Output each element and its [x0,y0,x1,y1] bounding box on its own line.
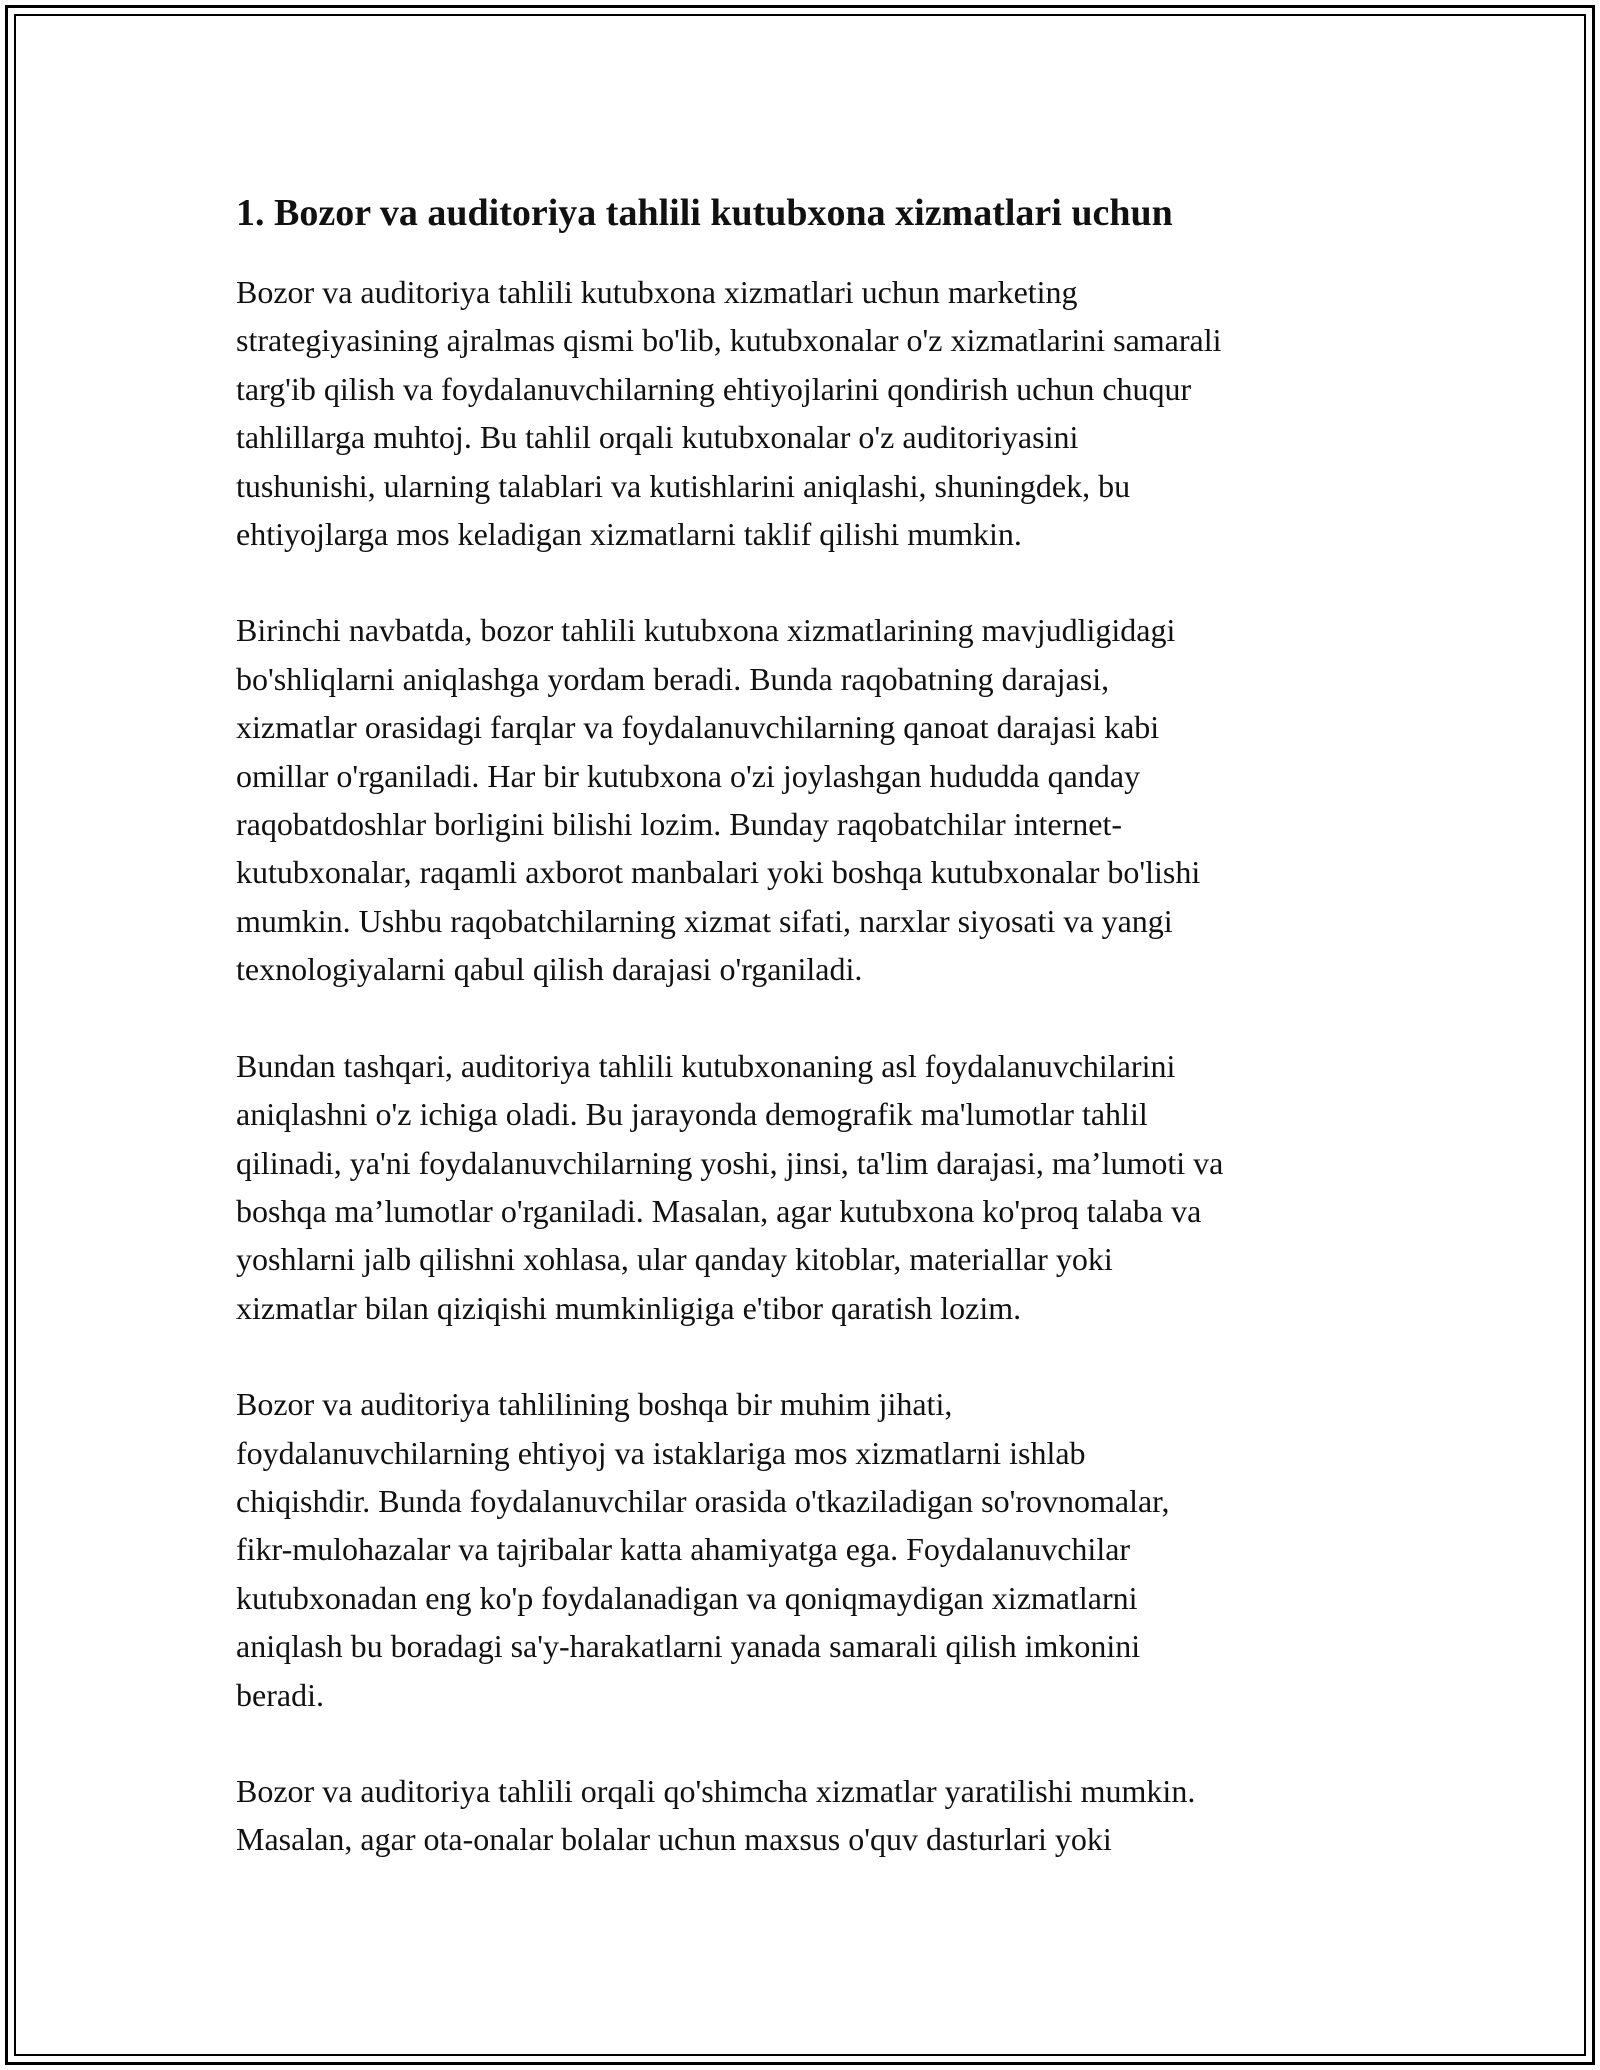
text-line: kutubxonadan eng ko'p foydalanadigan va qoniqmaydigan xizmatlarni [236,1579,1138,1616]
text-line: raqobatdoshlar borligini bilishi lozim. Bunday raqobatchilar internet- [236,806,1122,843]
text-line: Bozor va auditoriya tahlilining boshqa bir muhim jihati, [236,1386,953,1423]
text-line: xizmatlar bilan qiziqishi mumkinligiga e'tibor qaratish lozim. [236,1289,1022,1326]
text-line: omillar o'rganiladi. Har bir kutubxona o'zi joylashgan hududda qanday [236,757,1141,794]
text-line: foydalanuvchilarning ehtiyoj va istaklariga mos xizmatlarni ishlab [236,1434,1086,1471]
text-line: Bundan tashqari, auditoriya tahlili kutubxonaning asl foydalanuvchilarini [236,1047,1176,1084]
text-line: strategiyasining ajralmas qismi bo'lib, kutubxonalar o'z xizmatlarini samarali [236,322,1222,359]
paragraph-1 [236,268,1376,558]
text-line: targ'ib qilish va foydalanuvchilarning ehtiyojlarini qondirish uchun chuqur [236,370,1192,407]
paragraph-3 [236,1042,1376,1332]
text-line: texnologiyalarni qabul qilish darajasi o'rganiladi. [236,951,863,988]
text-line: ehtiyojlarga mos keladigan xizmatlarni taklif qilishi mumkin. [236,516,1022,553]
text-line: tahlillarga muhtoj. Bu tahlil orqali kutubxonalar o'z auditoriyasini [236,419,1079,456]
text-line: Masalan, agar ota-onalar bolalar uchun maxsus o'quv dasturlari yoki [236,1821,1112,1858]
section-heading: 1. Bozor va auditoriya tahlili kutubxona xizmatlari uchun [236,192,1173,234]
paragraph-5 [236,1767,1376,1864]
text-line: mumkin. Ushbu raqobatchilarning xizmat sifati, narxlar siyosati va yangi [236,902,1173,939]
text-line: Birinchi navbatda, bozor tahlili kutubxona xizmatlarining mavjudligidagi [236,612,1176,649]
text-line: qilinadi, ya'ni foydalanuvchilarning yoshi, jinsi, ta'lim darajasi, ma’lumoti va [236,1144,1224,1181]
document-body [236,188,1376,1912]
text-line: yoshlarni jalb qilishni xohlasa, ular qanday kitoblar, materiallar yoki [236,1241,1113,1278]
text-line: aniqlashni o'z ichiga oladi. Bu jarayonda demografik ma'lumotlar tahlil [236,1096,1148,1133]
text-line: beradi. [236,1676,324,1713]
text-line: xizmatlar orasidagi farqlar va foydalanuvchilarning qanoat darajasi kabi [236,709,1160,746]
paragraph-4 [236,1380,1376,1719]
text-line: Bozor va auditoriya tahlili kutubxona xizmatlari uchun marketing [236,274,1078,310]
text-line: boshqa ma’lumotlar o'rganiladi. Masalan, agar kutubxona ko'proq talaba va [236,1192,1202,1229]
text-line: Bozor va auditoriya tahlili orqali qo'shimcha xizmatlar yaratilishi mumkin. [236,1772,1196,1809]
text-line: aniqlash bu boradagi sa'y-harakatlarni yanada samarali qilish imkonini [236,1628,1141,1665]
text-line: chiqishdir. Bunda foydalanuvchilar orasida o'tkaziladigan so'rovnomalar, [236,1482,1170,1519]
text-line: fikr-mulohazalar va tajribalar katta ahamiyatga ega. Foydalanuvchilar [236,1531,1131,1568]
text-line: bo'shliqlarni aniqlashga yordam beradi. Bunda raqobatning darajasi, [236,660,1110,697]
text-line: kutubxonalar, raqamli axborot manbalari yoki boshqa kutubxonalar bo'lishi [236,854,1201,891]
paragraph-2 [236,606,1376,993]
text-line: tushunishi, ularning talablari va kutishlarini aniqlashi, shuningdek, bu [236,467,1131,504]
